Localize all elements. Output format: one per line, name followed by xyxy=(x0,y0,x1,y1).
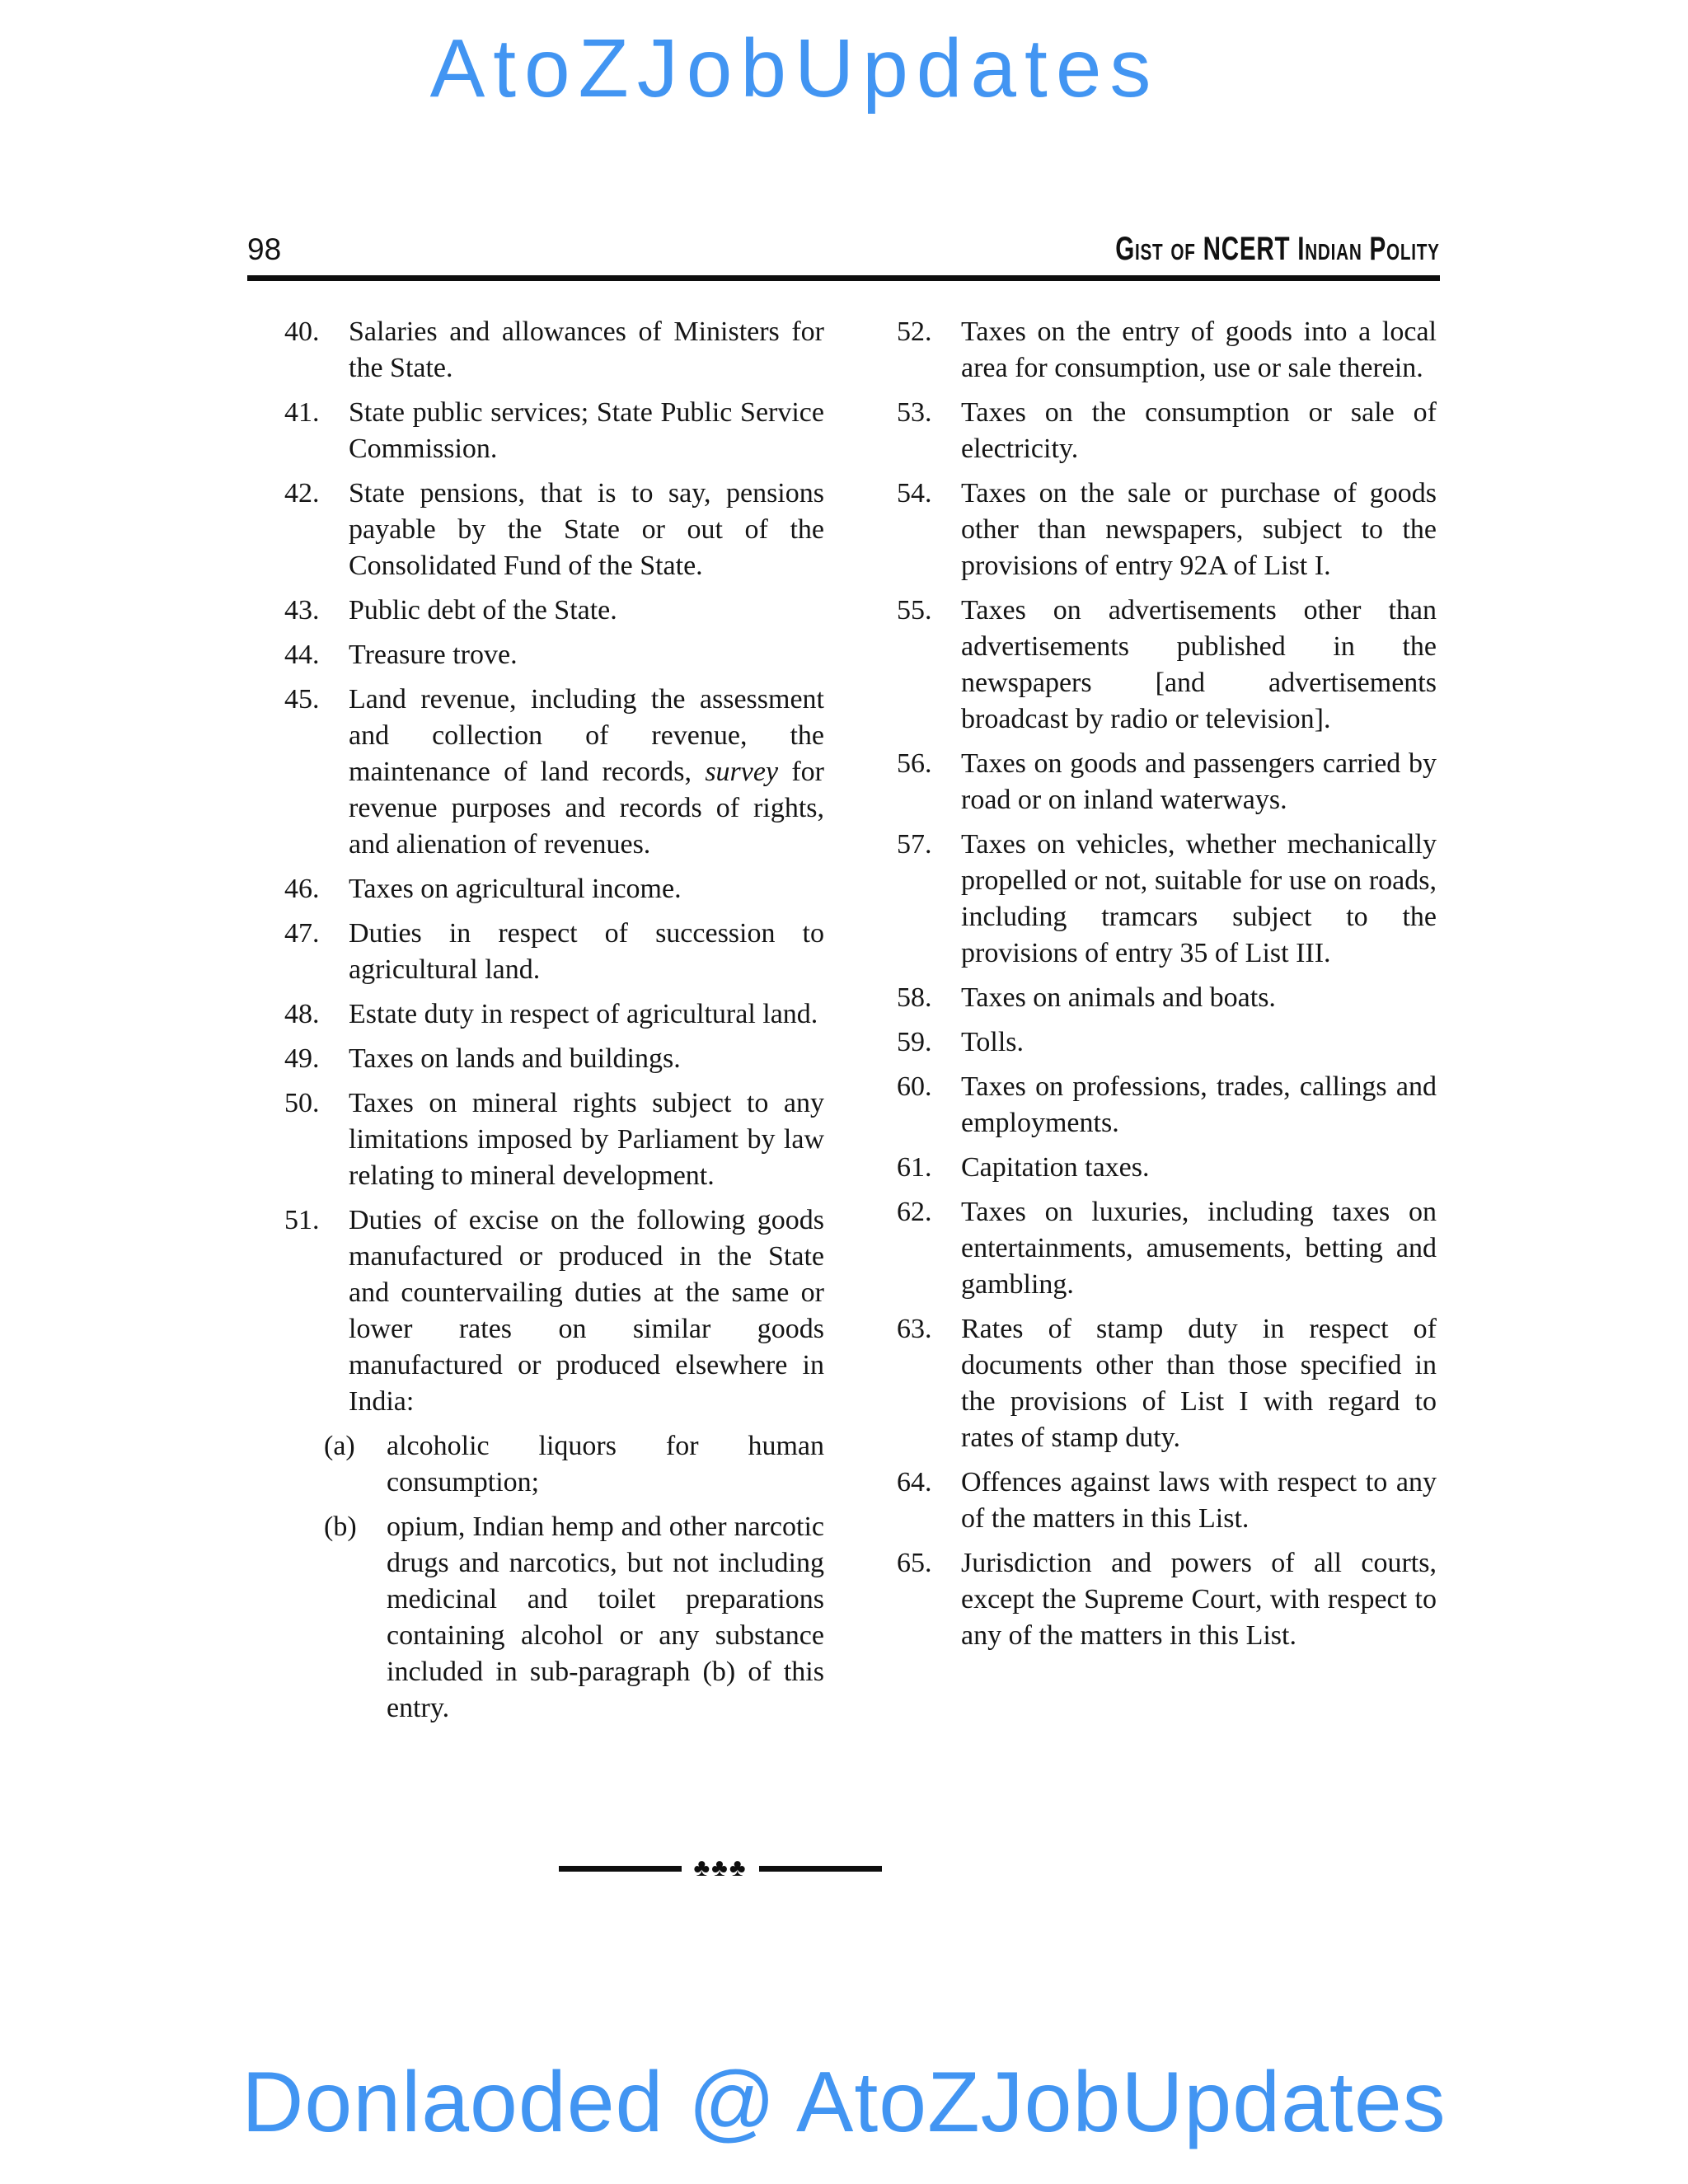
section-divider xyxy=(559,1856,882,1881)
list-item xyxy=(897,395,1437,467)
item-text: Taxes on vehicles, whether mechanically propelled or not, suitable for use on roads, including tramcars subject to the provisions of entry 35 of List III. xyxy=(961,829,1437,968)
item-text: Taxes on the sale or purchase of goods other than newspapers, subject to the provisions of entry 92A of List I. xyxy=(961,478,1437,581)
column-left xyxy=(284,314,824,1735)
list-subitem xyxy=(284,1428,824,1501)
list-item xyxy=(897,746,1437,818)
list-item xyxy=(897,476,1437,584)
item-text: State pensions, that is to say, pensions payable by the State or out of the Consolidated Fund of the State. xyxy=(349,478,824,581)
item-text: Taxes on goods and passengers carried by road or on inland waterways. xyxy=(961,748,1437,815)
item-text: Taxes on luxuries, including taxes on entertainments, amusements, betting and gambling. xyxy=(961,1197,1437,1300)
item-text: Jurisdiction and powers of all courts, except the Supreme Court, with respect to any of the matters in this List. xyxy=(961,1548,1437,1651)
list-item xyxy=(897,1069,1437,1141)
list-item xyxy=(897,827,1437,972)
item-marker: 64. xyxy=(897,1467,932,1497)
item-marker: 60. xyxy=(897,1071,932,1102)
list-item xyxy=(284,476,824,584)
item-marker: 42. xyxy=(284,478,320,509)
watermark-bottom: Donlaoded @ AtoZJobUpdates xyxy=(241,2055,1447,2150)
item-text: Taxes on agricultural income. xyxy=(349,874,682,904)
list-item xyxy=(284,1041,824,1077)
item-text: Offences against laws with respect to any of the matters in this List. xyxy=(961,1467,1437,1534)
list-item xyxy=(897,314,1437,387)
list-item xyxy=(897,1150,1437,1186)
item-text: Taxes on mineral rights subject to any limitations imposed by Parliament by law relating to mineral development. xyxy=(349,1088,824,1191)
divider-rule-right xyxy=(759,1866,882,1872)
item-text: Estate duty in respect of agricultural land. xyxy=(349,999,818,1029)
item-marker: 59. xyxy=(897,1027,932,1057)
list-item xyxy=(897,593,1437,738)
list-item xyxy=(897,1465,1437,1537)
item-text: Taxes on professions, trades, callings and employments. xyxy=(961,1071,1437,1138)
item-marker: 44. xyxy=(284,640,320,670)
item-text: alcoholic liquors for human consumption; xyxy=(387,1431,824,1497)
list-item xyxy=(284,682,824,863)
item-text: Taxes on the consumption or sale of electricity. xyxy=(961,397,1437,464)
item-marker: 45. xyxy=(284,684,320,715)
content-columns xyxy=(284,314,1437,1735)
item-marker: 49. xyxy=(284,1043,320,1074)
running-head xyxy=(247,231,1440,268)
item-marker: 65. xyxy=(897,1548,932,1578)
item-marker: 46. xyxy=(284,874,320,904)
item-text: Rates of stamp duty in respect of documents other than those specified in the provisions of List I with regard to rates of stamp duty. xyxy=(961,1314,1437,1453)
item-text: Taxes on lands and buildings. xyxy=(349,1043,681,1074)
item-text: Capitation taxes. xyxy=(961,1152,1150,1183)
item-text: State public services; State Public Service Commission. xyxy=(349,397,824,464)
list-item xyxy=(284,395,824,467)
item-marker: 61. xyxy=(897,1152,932,1183)
item-text: Land revenue, including the assessment and collection of revenue, the maintenance of land records, survey for revenue purposes and records of rights, and alienation of revenues. xyxy=(349,684,824,860)
club-ornament: ♣♣♣ xyxy=(693,1854,748,1882)
item-text: opium, Indian hemp and other narcotic drugs and narcotics, but not including medicinal and toilet preparations containing alcohol or any substance included in sub-paragraph (b) of this entry. xyxy=(387,1511,824,1723)
list-item xyxy=(284,916,824,988)
item-marker: 56. xyxy=(897,748,932,779)
divider-rule-left xyxy=(559,1866,682,1872)
list-item xyxy=(897,1311,1437,1456)
item-text: Duties in respect of succession to agricultural land. xyxy=(349,918,824,985)
item-text: Treasure trove. xyxy=(349,640,518,670)
item-text: Salaries and allowances of Ministers for the State. xyxy=(349,316,824,383)
book-title: Gist of NCERT Indian Polity xyxy=(1115,231,1440,267)
list-item xyxy=(284,1202,824,1420)
item-marker: 62. xyxy=(897,1197,932,1227)
item-marker: 63. xyxy=(897,1314,932,1344)
list-item xyxy=(897,1024,1437,1061)
item-marker: 40. xyxy=(284,316,320,347)
item-marker: (a) xyxy=(324,1431,355,1461)
item-marker: 57. xyxy=(897,829,932,860)
item-text: Taxes on advertisements other than advertisements published in the newspapers [and advertisements broadcast by radio or television]. xyxy=(961,595,1437,734)
item-marker: 50. xyxy=(284,1088,320,1118)
item-marker: 47. xyxy=(284,918,320,949)
item-marker: 58. xyxy=(897,982,932,1013)
item-text: Public debt of the State. xyxy=(349,595,617,626)
item-marker: 51. xyxy=(284,1205,320,1235)
item-marker: 48. xyxy=(284,999,320,1029)
list-subitem xyxy=(284,1509,824,1727)
list-item xyxy=(897,980,1437,1016)
list-item xyxy=(284,871,824,907)
list-item xyxy=(897,1545,1437,1654)
watermark-top: AtoZJobUpdates xyxy=(429,22,1160,115)
list-item xyxy=(897,1194,1437,1303)
item-marker: 43. xyxy=(284,595,320,626)
item-marker: 55. xyxy=(897,595,932,626)
item-marker: 52. xyxy=(897,316,932,347)
column-right xyxy=(897,314,1437,1735)
list-item xyxy=(284,637,824,673)
list-item xyxy=(284,593,824,629)
list-item xyxy=(284,314,824,387)
item-marker: (b) xyxy=(324,1511,357,1542)
item-text: Duties of excise on the following goods manufactured or produced in the State and countervailing duties at the same or lower rates on similar goods manufactured or produced elsewhere in India: xyxy=(349,1205,824,1417)
item-marker: 54. xyxy=(897,478,932,509)
header-rule xyxy=(247,275,1440,281)
list-item xyxy=(284,1085,824,1194)
item-marker: 53. xyxy=(897,397,932,428)
list-item xyxy=(284,996,824,1033)
item-text: Taxes on the entry of goods into a local area for consumption, use or sale therein. xyxy=(961,316,1437,383)
item-text: Tolls. xyxy=(961,1027,1025,1057)
page-number: 98 xyxy=(247,232,282,266)
item-marker: 41. xyxy=(284,397,320,428)
item-text: Taxes on animals and boats. xyxy=(961,982,1276,1013)
